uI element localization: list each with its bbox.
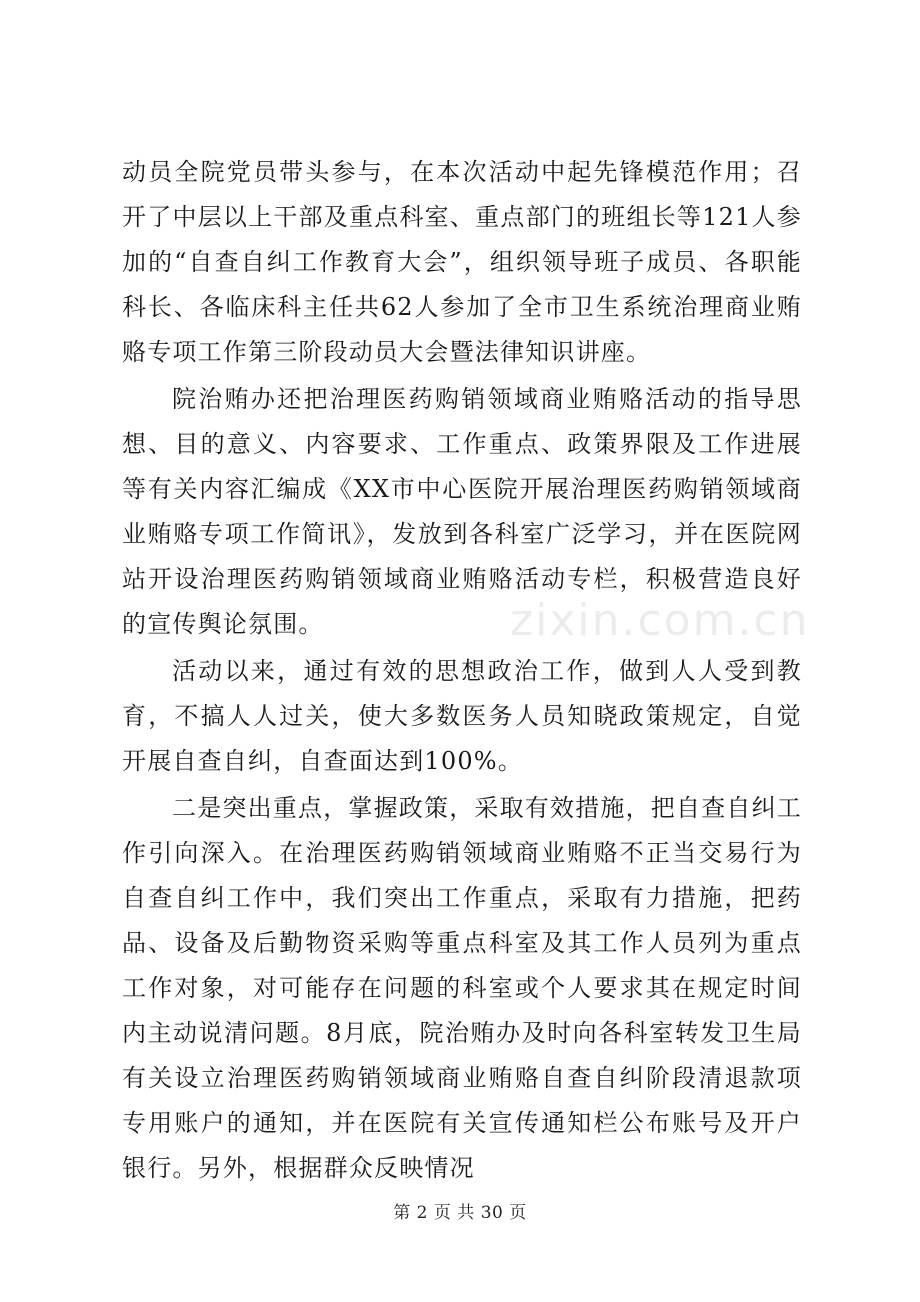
paragraph-1: 动员全院党员带头参与，在本次活动中起先锋模范作用；召开了中层以上干部及重点科室、重点部门的班组长等121人参加的“自查自纠工作教育大会”，组织领导班子成员、各职能科长、各临床科主任共62人参加了全市卫生系统治理商业贿赂专项工作第三阶段动员大会暨法律知识讲座。 [122, 158, 802, 366]
paragraph-3: 活动以来，通过有效的思想政治工作，做到人人受到教育，不搞人人过关，使大多数医务人员知晓政策规定，自觉开展自查自纠，自查面达到100%。 [122, 657, 802, 775]
document-body [122, 150, 802, 1191]
watermark: zixin.com.cn [510, 595, 810, 646]
page-footer: 第 2 页 共 30 页 [393, 1203, 527, 1223]
paragraph-2: 院治贿办还把治理医药购销领域商业贿赂活动的指导思想、目的意义、内容要求、工作重点、政策界限及工作进展等有关内容汇编成《XX市中心医院开展治理医药购销领域商业贿赂专项工作简讯》，发放到各科室广泛学习，并在医院网站开设治理医药购销领域商业贿赂活动专栏，积极营造良好的宣传舆论氛围。 [122, 385, 802, 638]
paragraph-4: 二是突出重点，掌握政策，采取有效措施，把自查自纠工作引向深入。在治理医药购销领域商业贿赂不正当交易行为自查自纠工作中，我们突出工作重点，采取有力措施，把药品、设备及后勤物资采购等重点科室及其工作人员列为重点工作对象，对可能存在问题的科室或个人要求其在规定时间内主动说清问题。8月底，院治贿办及时向各科室转发卫生局有关设立治理医药购销领域商业贿赂自查自纠阶段清退款项专用账户的通知，并在医院有关宣传通知栏公布账号及开户银行。另外，根据群众反映情况 [122, 794, 802, 1182]
